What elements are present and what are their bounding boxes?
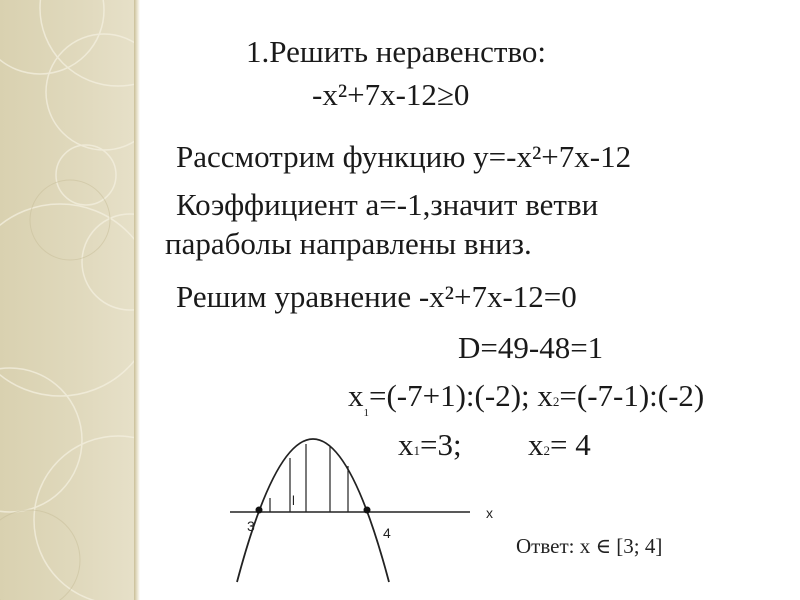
answer-text: Ответ: x ∈ [3; 4] (516, 534, 663, 558)
discriminant-text: D=49-48=1 (458, 330, 604, 365)
hatching-lines (270, 444, 348, 512)
coefficient-text-line-1: Коэффициент а=-1,значит ветви (176, 187, 599, 222)
tick-mark-label: l (292, 493, 295, 508)
root-x-symbol: x (348, 378, 364, 413)
coefficient-text-line-2: параболы направлены вниз. (165, 226, 532, 261)
root-x2-value: x2= 4 (528, 427, 591, 462)
root-right-label: 4 (383, 525, 391, 541)
root-x1-value: x1=3; (398, 427, 462, 462)
root-point-left (256, 507, 263, 514)
title-inequality: -x²+7x-12≥0 (312, 77, 470, 112)
consider-function-text: Рассмотрим функцию у=-х²+7х-12 (176, 139, 632, 174)
root-left-label: 3 (247, 518, 255, 534)
title-line-1: 1.Решить неравенство: (246, 34, 546, 69)
root-subscript-1: 1 (363, 407, 369, 419)
root-formula-middle: =(-7+1):(-2); x (369, 378, 553, 413)
root-formula-end: =(-7-1):(-2) (559, 378, 705, 413)
root-subscript-2: 2 (552, 394, 560, 409)
x-axis-label: x (486, 505, 493, 521)
root-point-right (364, 507, 371, 514)
solve-equation-text: Решим уравнение -х²+7х-12=0 (176, 279, 577, 314)
